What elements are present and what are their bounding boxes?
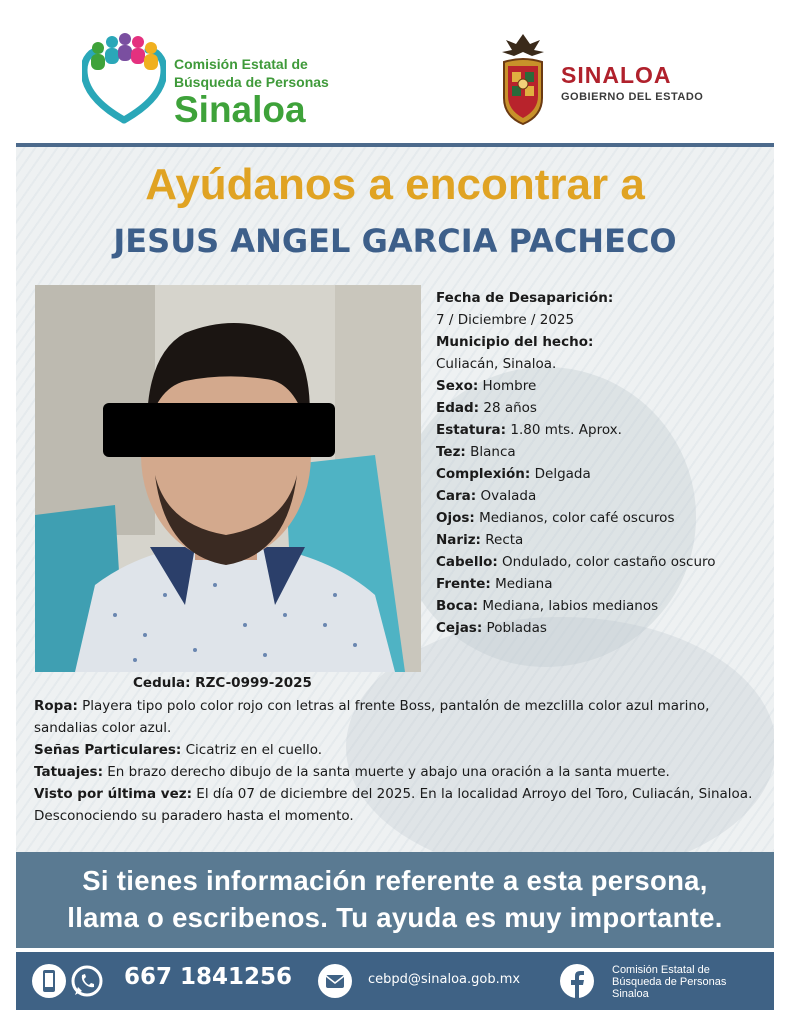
facebook-icon	[560, 964, 594, 998]
government-label: GOBIERNO DEL ESTADO	[561, 91, 704, 103]
email-address[interactable]: cebpd@sinaloa.gob.mx	[368, 972, 521, 987]
detail-row: Edad: 28 años	[436, 400, 537, 416]
person-name: JESUS ANGEL GARCIA PACHECO	[113, 222, 677, 260]
mobile-phone-icon	[32, 964, 66, 998]
facebook-page-name[interactable]: Comisión Estatal de Búsqueda de Personas Sinaloa	[612, 964, 727, 1000]
particular-marks-line: Señas Particulares: Cicatriz en el cuello.	[34, 742, 323, 758]
state-name: SINALOA	[561, 62, 672, 88]
detail-row: Ojos: Medianos, color café oscuros	[436, 510, 675, 526]
detail-row: Nariz: Recta	[436, 532, 524, 548]
detail-row: Cara: Ovalada	[436, 488, 537, 504]
person-details	[436, 287, 766, 639]
detail-row: Cabello: Ondulado, color castaño oscuro	[436, 554, 716, 570]
call-to-action-banner	[16, 852, 774, 948]
email-icon	[318, 964, 352, 998]
detail-row: Culiacán, Sinaloa.	[436, 356, 557, 372]
person-description	[34, 695, 764, 827]
cedula-id: Cedula: RZC-0999-2025	[133, 675, 312, 691]
detail-row: 7 / Diciembre / 2025	[436, 312, 575, 328]
detail-row: Fecha de Desaparición:	[436, 290, 614, 306]
banner-line2: llama o escribenos. Tu ayuda es muy importante.	[67, 902, 723, 933]
clothing-line: Ropa: Playera tipo polo color rojo con letras al frente Boss, pantalón de mezclilla color azul marino, sandalias color azul.	[34, 698, 710, 736]
detail-row: Municipio del hecho:	[436, 334, 594, 350]
commission-heart-logo-icon	[82, 32, 166, 124]
logo-text-line1: Comisión Estatal de	[174, 56, 308, 72]
detail-row: Frente: Mediana	[436, 576, 553, 592]
last-seen-line: Visto por última vez: El día 07 de diciembre del 2025. En la localidad Arroyo del Toro, Culiacán, Sinaloa. Desconociendo su paradero hasta el momento.	[34, 786, 753, 824]
logo-text-sinaloa: Sinaloa	[174, 89, 306, 130]
detail-row: Complexión: Delgada	[436, 466, 591, 482]
state-crest-icon	[498, 32, 548, 126]
poster-header	[16, 16, 774, 147]
person-photo	[35, 285, 421, 672]
banner-line1: Si tienes información referente a esta persona,	[82, 865, 708, 896]
detail-row: Cejas: Pobladas	[436, 620, 547, 636]
contact-footer	[16, 952, 774, 1010]
detail-row: Estatura: 1.80 mts. Aprox.	[436, 422, 622, 438]
phone-number[interactable]: 667 1841256	[124, 964, 293, 990]
detail-row: Sexo: Hombre	[436, 378, 537, 394]
poster-body	[16, 147, 774, 852]
person-photo-illustration	[35, 285, 421, 672]
logo-text-line2: Búsqueda de Personas	[174, 74, 329, 90]
missing-person-poster	[16, 16, 774, 1010]
detail-row: Boca: Mediana, labios medianos	[436, 598, 659, 614]
whatsapp-icon	[70, 964, 104, 998]
commission-logo	[82, 32, 332, 132]
detail-row: Tez: Blanca	[436, 444, 516, 460]
tattoos-line: Tatuajes: En brazo derecho dibujo de la santa muerte y abajo una oración a la santa muerte.	[34, 764, 670, 780]
headline: Ayúdanos a encontrar a	[145, 160, 645, 209]
